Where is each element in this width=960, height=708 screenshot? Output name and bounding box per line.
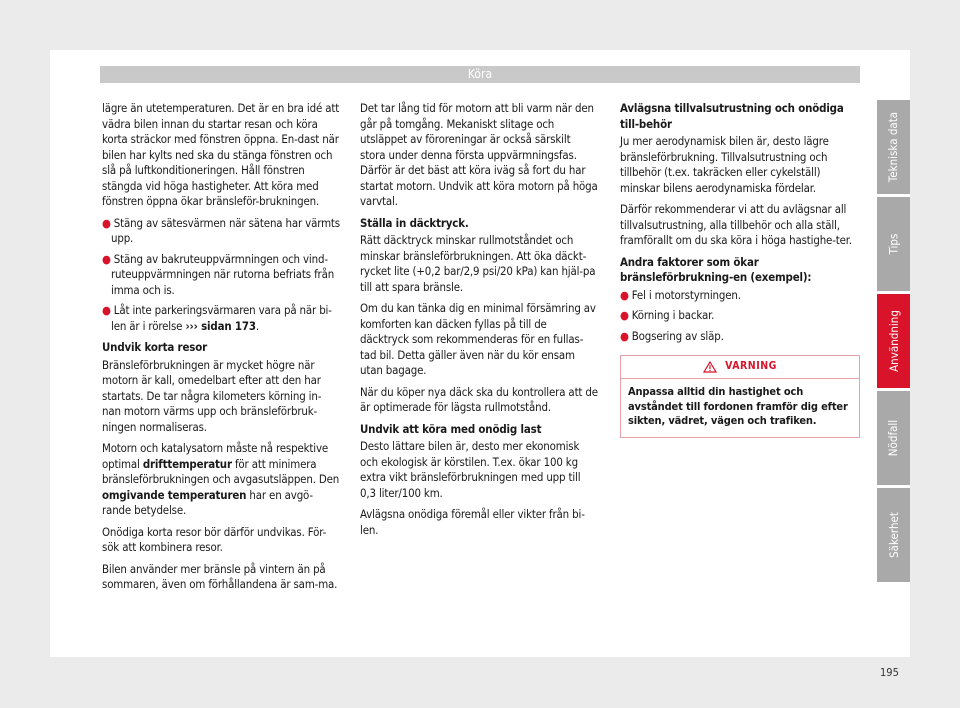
section-heading: Undvik korta resor: [102, 340, 208, 354]
warning-box: [620, 355, 860, 438]
tab-nodfall[interactable]: Nödfall: [877, 391, 910, 485]
bullet-item: ● Bogsering av släp.: [620, 328, 724, 343]
paragraph: Om du kan tänka dig en minimal försämring av komforten kan däcken fyllas på till de däcktryck som rekommenderas för en fullas-tad bil. Detta gäller även när du kör ensam utan bagage.: [360, 301, 596, 377]
section-heading: Andra faktorer som ökar bränsleförbrukning-en (exempel):: [620, 254, 812, 284]
paragraph: Avlägsna onödiga föremål eller vikter från bi-len.: [360, 507, 585, 537]
bullet-dot-icon: ●: [620, 308, 629, 322]
section-heading: Undvik att köra med onödig last: [360, 421, 542, 436]
column-1: [102, 101, 340, 599]
paragraph: När du köper nya däck ska du kontrollera att de är optimerade för lägsta rullmotstånd.: [360, 384, 598, 414]
bullet-dot-icon: ●: [102, 251, 111, 266]
page-reference-link[interactable]: ››› sidan 173: [185, 318, 256, 333]
bullet-item: ● Körning i backar.: [620, 308, 715, 322]
warning-text: Anpassa alltid din hastighet och avståndet till fordonen framför dig efter sikten, vädret, vägen och trafiken.: [628, 385, 848, 427]
bullet-dot-icon: ●: [620, 287, 629, 302]
section-heading: Ställa in däcktryck.: [360, 215, 469, 230]
paragraph: Därför rekommenderar vi att du avlägsnar all tillvalsutrustning, alla tillbehör och alla ställ, framförallt om du ska köra i höga hastighe-ter.: [620, 202, 852, 247]
page-number: 195: [880, 666, 899, 679]
column-2: [360, 101, 598, 544]
bullet-item: ● Stäng av sätesvärmen när sätena har värmts upp.: [102, 215, 340, 245]
bullet-dot-icon: ●: [102, 215, 111, 230]
paragraph: Bilen använder mer bränsle på vintern än på sommaren, även om förhållandena är sam-ma.: [102, 561, 338, 591]
paragraph: Bränsleförbrukningen är mycket högre när motorn är kall, omedelbart efter att den har startats. De tar några kilometers körning in-nan motorn värms upp och bränsleförbruk-ningen normaliseras.: [102, 357, 322, 434]
paragraph: Det tar lång tid för motorn att bli varm när den går på tomgång. Mekaniskt slitage och utsläppet av föroreningar är också särskilt stora under denna första uppvärmningsfas. Därför är det bäst att köra iväg så fort du har startat motorn. Undvik att köra motorn på höga varvtal.: [360, 101, 598, 208]
bullet-item: ● Stäng av bakruteuppvärmningen och vind-ruteuppvärmningen när rutorna befriats från imma och is.: [102, 251, 335, 297]
tab-tekniska-data[interactable]: Tekniska data: [877, 100, 910, 194]
paragraph: Rätt däcktryck minskar rullmotståndet och minskar bränsleförbrukningen. Att öka däckt-rycket lite (+0,2 bar/2,9 psi/20 kPa) kan hjäl-pa till att spara bränsle.: [360, 233, 596, 294]
column-3: [620, 101, 860, 438]
tab-anvandning[interactable]: Användning: [877, 294, 910, 388]
bullet-dot-icon: ●: [102, 303, 111, 317]
page: [50, 50, 910, 679]
bullet-item: ● Fel i motorstyrningen.: [620, 287, 741, 302]
paragraph: Desto lättare bilen är, desto mer ekonomisk och ekologisk är körstilen. T.ex. ökar 100 kg extra vikt bränsleförbrukningen med upp till 0,3 liter/100 km.: [360, 439, 581, 500]
paragraph: Motorn och katalysatorn måste nå respektive optimal drifttemperatur för att minimera bränsleförbrukningen och avgasutsläppen. Den omgivande temperaturen har en avgö-rande betydelse.: [102, 441, 340, 517]
tab-tips[interactable]: Tips: [877, 197, 910, 291]
bullet-dot-icon: ●: [620, 328, 629, 343]
paragraph: Ju mer aerodynamisk bilen är, desto lägre bränsleförbrukning. Tillvalsutrustning och tillbehör (t.ex. takräcken eller cykelställ) minskar bilens aerodynamiska fördelar.: [620, 134, 829, 195]
warning-header: [621, 356, 859, 379]
page-header: Köra: [100, 66, 860, 83]
paragraph: Onödiga korta resor bör därför undvikas. För-sök att kombinera resor.: [102, 524, 327, 554]
paragraph: lägre än utetemperaturen. Det är en bra idé att vädra bilen innan du startar resan och köra korta sträckor med fönstren öppna. En-dast när bilen har kylts ned ska du stänga fönstren och slå på luftkonditioneringen. Håll fönstren stängda vid höga hastigheter. Att köra med fönstren öppna ökar bränsleför-brukningen.: [102, 101, 340, 208]
section-heading: Avlägsna tillvalsutrustning och onödiga till-behör: [620, 101, 844, 131]
warning-title: VARNING: [725, 360, 777, 373]
bullet-item: ● Låt inte parkeringsvärmaren vara på när bi-len är i rörelse ››› sidan 173.: [102, 303, 332, 333]
warning-triangle-icon: [703, 361, 717, 373]
tab-sakerhet[interactable]: Säkerhet: [877, 488, 910, 582]
